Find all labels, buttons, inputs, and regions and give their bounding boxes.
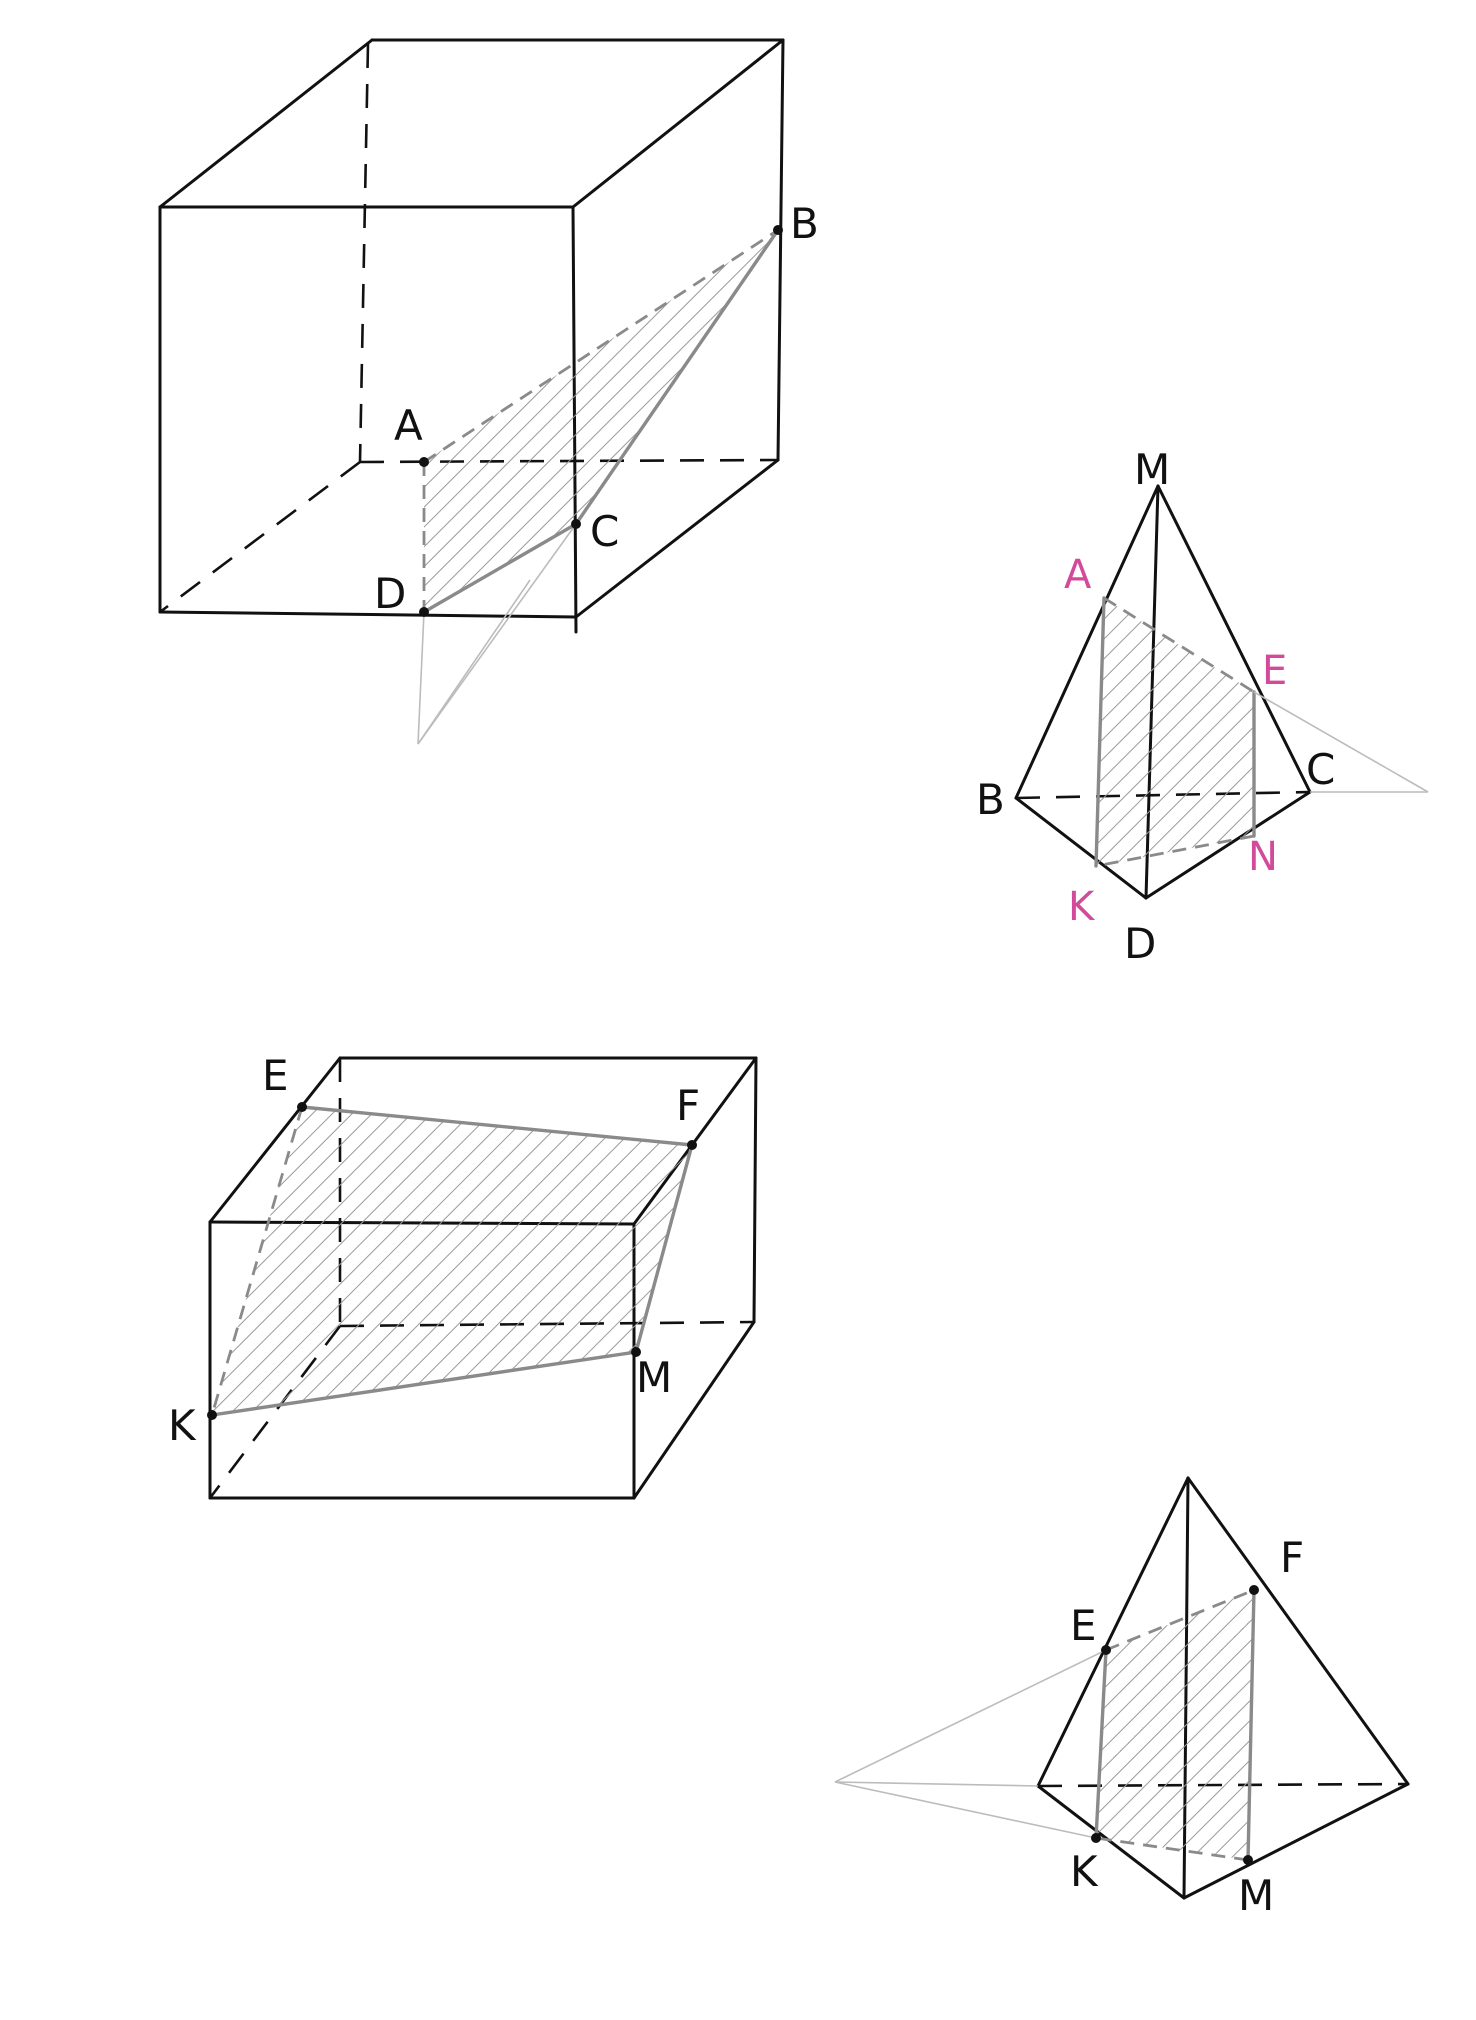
label-F: F	[1280, 1533, 1305, 1582]
figure-cube-section	[160, 40, 819, 744]
label-M: M	[636, 1353, 673, 1402]
label-A: A	[1064, 552, 1092, 598]
label-A: A	[394, 401, 423, 450]
label-E: E	[262, 1051, 289, 1100]
label-E: E	[1070, 1601, 1097, 1650]
label-K: K	[1068, 884, 1095, 930]
label-N: N	[1248, 834, 1278, 880]
label-E: E	[1262, 648, 1288, 694]
label-K: K	[1070, 1847, 1098, 1896]
label-F: F	[676, 1081, 701, 1130]
label-D: D	[374, 569, 407, 618]
figure-tetrahedron-section-1	[976, 445, 1428, 968]
label-D: D	[1124, 919, 1157, 968]
label-B: B	[976, 775, 1005, 824]
label-M: M	[1238, 1871, 1275, 1920]
figure-tetrahedron-section-2	[835, 1478, 1408, 1920]
label-C: C	[590, 507, 620, 556]
label-K: K	[168, 1401, 196, 1450]
figure-box-section	[168, 1051, 756, 1498]
label-M: M	[1134, 445, 1171, 494]
label-B: B	[790, 199, 819, 248]
label-C: C	[1306, 745, 1336, 794]
